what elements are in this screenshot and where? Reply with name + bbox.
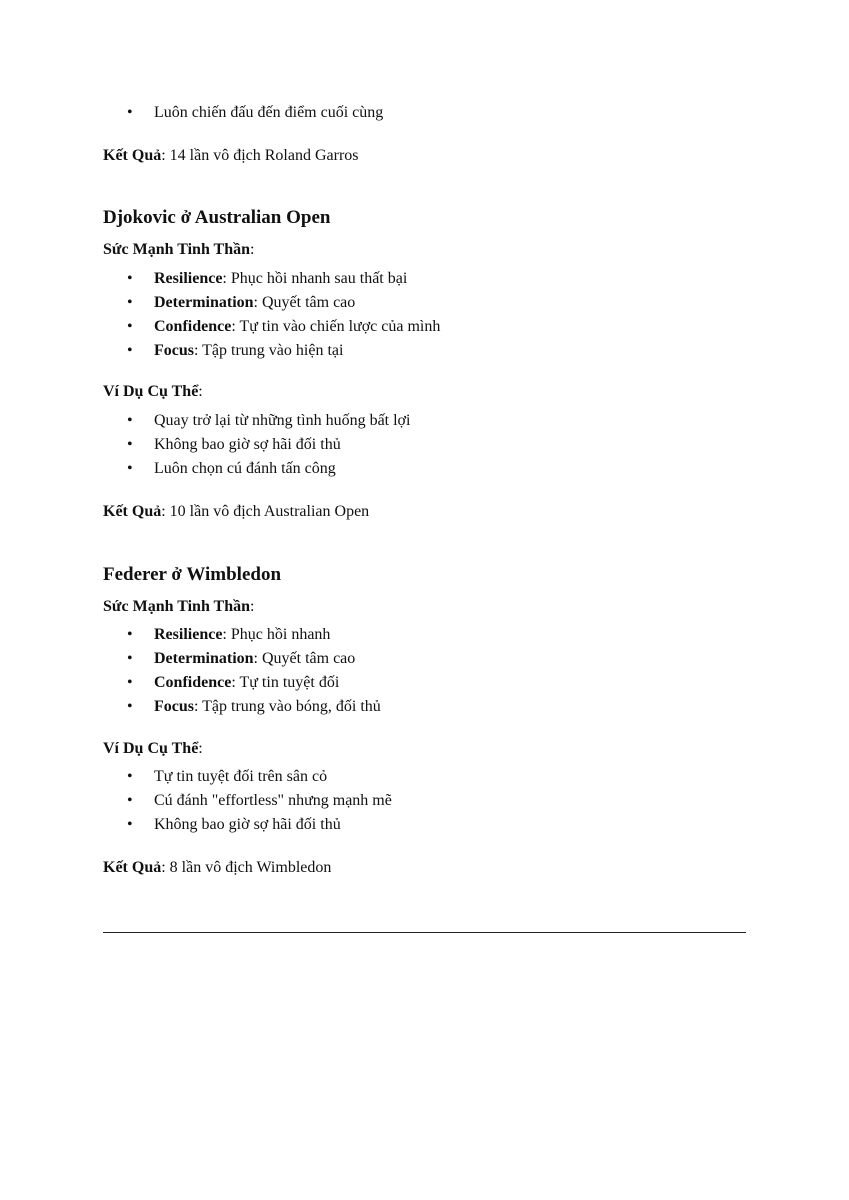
bullet-marker: •	[127, 104, 133, 121]
result-line	[103, 502, 369, 522]
result-value: : 14 lần vô địch Roland Garros	[161, 147, 359, 164]
list-item: Không bao giờ sợ hãi đối thủ	[154, 436, 341, 453]
bullet-marker: •	[127, 768, 133, 785]
strength-colon: :	[250, 241, 255, 258]
list-item: Luôn chọn cú đánh tấn công	[154, 460, 336, 477]
bullet-marker: •	[127, 816, 133, 833]
examples-colon: :	[198, 740, 203, 757]
list-item: Cú đánh "effortless" nhưng mạnh mẽ	[154, 792, 392, 809]
list-item	[154, 317, 440, 337]
list-item: Quay trở lại từ những tình huống bất lợi	[154, 412, 411, 429]
strength-label-line	[103, 240, 254, 260]
result-line	[103, 858, 331, 878]
bullet-marker: •	[127, 436, 133, 453]
bullet-marker: •	[127, 342, 133, 359]
strength-label: Sức Mạnh Tinh Thần	[103, 598, 251, 615]
section-heading-djokovic: Djokovic ở Australian Open	[103, 207, 331, 228]
list-item-term: Confidence	[154, 318, 232, 335]
list-item: Không bao giờ sợ hãi đối thủ	[154, 816, 341, 833]
bullet-marker: •	[127, 412, 133, 429]
list-item	[154, 697, 381, 717]
examples-label-line	[103, 382, 203, 402]
list-item-desc: : Tự tin tuyệt đối	[231, 674, 340, 691]
list-item	[154, 625, 330, 645]
list-item-desc: : Tự tin vào chiến lược của mình	[231, 318, 441, 335]
list-item	[154, 649, 355, 669]
list-item-term: Resilience	[154, 626, 223, 643]
list-item-desc: : Quyết tâm cao	[253, 650, 356, 667]
bullet-marker: •	[127, 460, 133, 477]
list-item	[154, 673, 339, 693]
bullet-marker: •	[127, 270, 133, 287]
examples-label-line	[103, 739, 203, 759]
examples-colon: :	[198, 383, 203, 400]
strength-label: Sức Mạnh Tinh Thần	[103, 241, 251, 258]
list-item	[154, 293, 355, 313]
list-item	[154, 269, 407, 289]
bullet-marker: •	[127, 294, 133, 311]
list-item-term: Focus	[154, 698, 194, 715]
result-label: Kết Quả	[103, 503, 162, 520]
bullet-marker: •	[127, 698, 133, 715]
bullet-marker: •	[127, 650, 133, 667]
list-item: Luôn chiến đấu đến điểm cuối cùng	[154, 104, 384, 121]
result-label: Kết Quả	[103, 859, 162, 876]
list-item-desc: : Phục hồi nhanh sau thất bại	[222, 270, 408, 287]
list-item-term: Focus	[154, 342, 194, 359]
bullet-marker: •	[127, 626, 133, 643]
strength-label-line	[103, 597, 254, 617]
list-item-term: Determination	[154, 294, 254, 311]
list-item-term: Resilience	[154, 270, 223, 287]
examples-label: Ví Dụ Cụ Thể	[103, 740, 199, 757]
strength-colon: :	[250, 598, 255, 615]
list-item-desc: : Tập trung vào hiện tại	[194, 342, 344, 359]
section-heading-federer: Federer ở Wimbledon	[103, 564, 282, 585]
bullet-marker: •	[127, 674, 133, 691]
result-value: : 10 lần vô địch Australian Open	[161, 503, 370, 520]
list-item	[154, 341, 343, 361]
list-item-term: Determination	[154, 650, 254, 667]
result-line	[103, 146, 359, 166]
bullet-marker: •	[127, 792, 133, 809]
horizontal-rule	[103, 932, 746, 933]
list-item: Tự tin tuyệt đối trên sân cỏ	[154, 768, 328, 785]
list-item-desc: : Quyết tâm cao	[253, 294, 356, 311]
list-item-desc: : Tập trung vào bóng, đối thủ	[194, 698, 381, 715]
result-label: Kết Quả	[103, 147, 162, 164]
list-item-desc: : Phục hồi nhanh	[222, 626, 331, 643]
examples-label: Ví Dụ Cụ Thể	[103, 383, 199, 400]
list-item-term: Confidence	[154, 674, 232, 691]
result-value: : 8 lần vô địch Wimbledon	[161, 859, 332, 876]
bullet-marker: •	[127, 318, 133, 335]
